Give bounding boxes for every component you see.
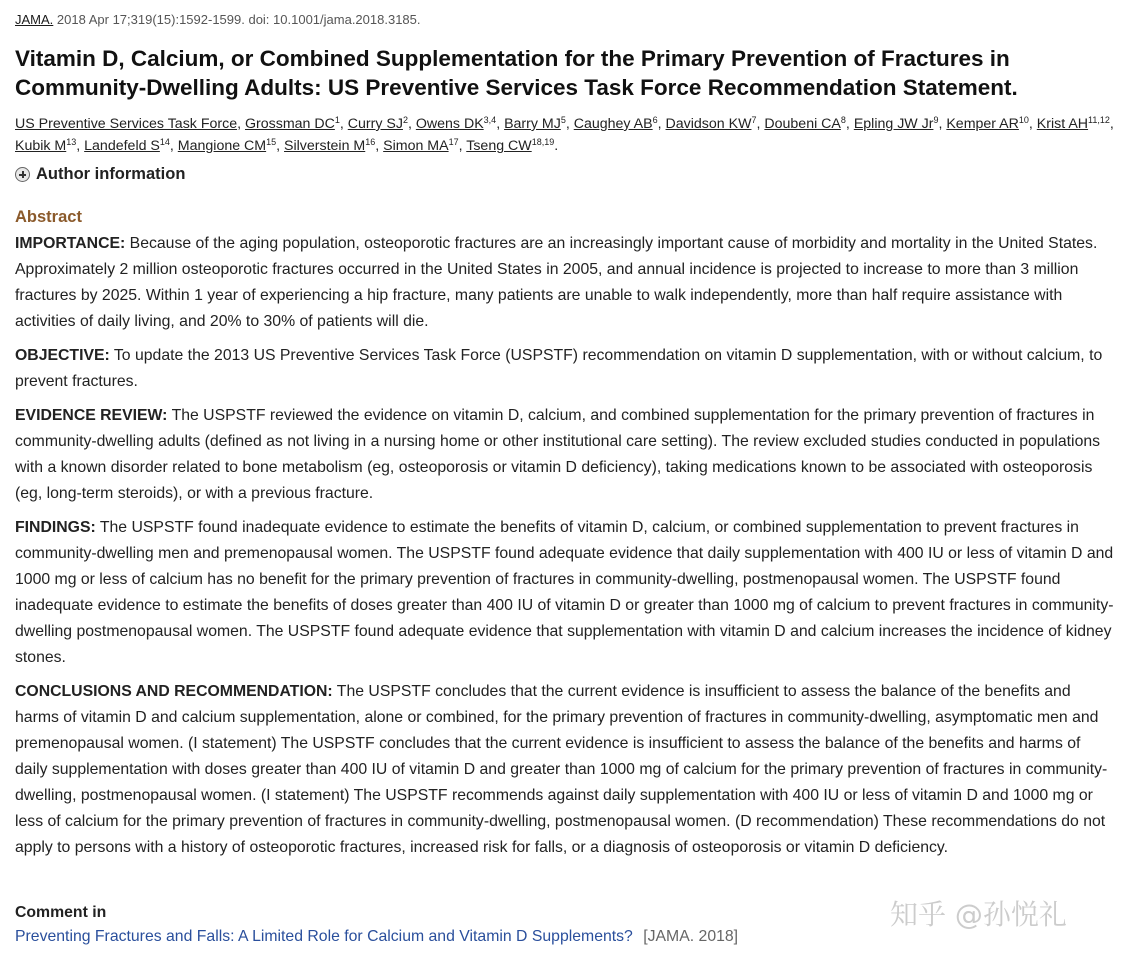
- author-affiliation: 6: [652, 115, 658, 125]
- section-label: EVIDENCE REVIEW:: [15, 407, 168, 424]
- comment-article-link[interactable]: Preventing Fractures and Falls: A Limited Role for Calcium and Vitamin D Supplements?: [15, 928, 633, 945]
- section-text: To update the 2013 US Preventive Services Task Force (USPSTF) recommendation on vitamin D supplementation, with or without calcium, to prevent fractures.: [15, 347, 1103, 390]
- author-information-toggle[interactable]: [15, 165, 185, 184]
- author-link[interactable]: US Preventive Services Task Force: [15, 116, 238, 132]
- author-link[interactable]: Barry MJ: [504, 116, 561, 132]
- author-affiliation: 18,19: [531, 137, 555, 147]
- section-text: The USPSTF found inadequate evidence to estimate the benefits of vitamin D, calcium, or combined supplementation to prevent fractures in community-dwelling men and premenopausal women. The USPSTF found adequate evidence that daily supplementation with 400 IU or less of vitamin D and 1000 mg or less of calcium has no benefit for the primary prevention of fractures in community-dwelling, postmenopausal women. The USPSTF found inadequate evidence to estimate the benefits of doses greater than 400 IU of vitamin D or greater than 1000 mg of calcium to prevent fractures in community-dwelling postmenopausal women. The USPSTF found adequate evidence that supplementation with vitamin D and calcium increases the incidence of kidney stones.: [15, 519, 1114, 666]
- author-link[interactable]: Grossman DC: [244, 116, 335, 132]
- section-text: The USPSTF reviewed the evidence on vitamin D, calcium, and combined supplementation for the primary prevention of fractures in community-dwelling adults (defined as not living in a nursing home or other institutional care setting). The review excluded studies conducted in populations with a known disorder related to bone metabolism (eg, osteoporosis or vitamin D deficiency), taking medications known to be associated with osteoporosis (eg, long-term steroids), or with a previous fracture.: [15, 407, 1101, 502]
- section-label: OBJECTIVE:: [15, 347, 110, 364]
- author-affiliation: 15: [266, 137, 277, 147]
- author-link[interactable]: Mangione CM: [177, 138, 267, 154]
- author-link[interactable]: Landefeld S: [84, 138, 160, 154]
- abstract-section-evidence-review: [15, 403, 1115, 507]
- author-affiliation: 8: [840, 115, 846, 125]
- author-affiliation: 13: [66, 137, 77, 147]
- author-link[interactable]: Curry SJ: [347, 116, 403, 132]
- author-link[interactable]: Owens DK: [415, 116, 484, 132]
- article-title: Vitamin D, Calcium, or Combined Supplementation for the Primary Prevention of Fractures in Community-Dwelling Adults: US Preventive Services Task Force Recommendation Statement.: [15, 46, 1018, 100]
- expand-plus-icon[interactable]: [15, 167, 30, 182]
- author-affiliation: 9: [933, 115, 939, 125]
- author-affiliation: 3,4: [483, 115, 497, 125]
- author-affiliation: 2: [402, 115, 408, 125]
- author-link[interactable]: Doubeni CA: [764, 116, 841, 132]
- watermark: 知乎 @孙悦礼: [890, 898, 1067, 931]
- comment-source: [JAMA. 2018]: [643, 928, 739, 945]
- comment-in-heading: Comment in: [15, 904, 107, 921]
- section-label: IMPORTANCE:: [15, 235, 126, 252]
- abstract-section-objective: [15, 343, 1115, 395]
- author-affiliation: 11,12: [1088, 115, 1110, 125]
- citation: [15, 12, 421, 27]
- author-link[interactable]: Simon MA: [383, 138, 449, 154]
- journal-link[interactable]: JAMA.: [15, 12, 54, 27]
- author-link[interactable]: Kubik M: [15, 138, 67, 154]
- author-link[interactable]: Tseng CW: [466, 138, 532, 154]
- author-affiliation: 1: [334, 115, 340, 125]
- author-link[interactable]: Silverstein M: [284, 138, 366, 154]
- author-affiliation: 10: [1018, 115, 1029, 125]
- author-link[interactable]: Caughey AB: [573, 116, 653, 132]
- author-link[interactable]: Krist AH: [1036, 116, 1089, 132]
- comment-in-entry: [15, 928, 738, 946]
- author-affiliation: 5: [560, 115, 566, 125]
- author-list: US Preventive Services Task Force, Grossman $DC^1$, Curry $SJ^2$, Owens DK$^{3,4}$, Barry $MJ^5$, Caughey $AB^6$, Davidson $KW^7$, Doubeni $CA^8$, Epling JW Jr$^9$, Kemper AR$^{10}$, Krist AH$^{11,12}$, Kubik $M^{13}$, Landefeld $S^{14}$, Mangione CM$^{15}$, Silverstein $M^{16}$, Simon MA$^{17}$, Tseng CW$^{18,19}$.: [15, 115, 1114, 154]
- citation-details: 2018 Apr 17;319(15):1592-1599. doi: 10.1001/jama.2018.3185.: [56, 12, 421, 27]
- author-link[interactable]: Kemper AR: [946, 116, 1019, 132]
- author-affiliation: 17: [448, 137, 459, 147]
- author-link[interactable]: Epling JW Jr: [853, 116, 934, 132]
- author-affiliation: 14: [159, 137, 170, 147]
- abstract-section-importance: [15, 231, 1115, 335]
- author-affiliation: 16: [365, 137, 376, 147]
- section-text: The USPSTF concludes that the current evidence is insufficient to assess the balance of the benefits and harms of vitamin D and calcium supplementation, alone or combined, for the primary prevention of fractures in community-dwelling, asymptomatic men and premenopausal women. (I statement) The USPSTF concludes that the current evidence is insufficient to assess the balance of the benefits and harms of daily supplementation with doses greater than 400 IU of vitamin D and greater than 1000 mg of calcium for the primary prevention of fractures in community-dwelling, postmenopausal women. (I statement) The USPSTF recommends against daily supplementation with 400 IU or less of vitamin D and 1000 mg or less of calcium for the primary prevention of fractures in community-dwelling, postmenopausal women. (D recommendation) These recommendations do not apply to persons with a history of osteoporotic fractures, increased risk for falls, or a diagnosis of osteoporosis or vitamin D deficiency.: [15, 683, 1108, 856]
- abstract-section-findings: [15, 515, 1115, 671]
- abstract-section-conclusions: [15, 679, 1115, 861]
- section-label: FINDINGS:: [15, 519, 96, 536]
- author-information-label: Author information: [36, 165, 186, 183]
- author-affiliation: 7: [751, 115, 757, 125]
- author-link[interactable]: Davidson KW: [665, 116, 752, 132]
- abstract-heading: Abstract: [15, 208, 82, 226]
- section-label: CONCLUSIONS AND RECOMMENDATION:: [15, 683, 333, 700]
- section-text: Because of the aging population, osteoporotic fractures are an increasingly important cause of morbidity and mortality in the United States. Approximately 2 million osteoporotic fractures occurred in the United States in 2005, and annual incidence is projected to increase to more than 3 million fractures by 2025. Within 1 year of experiencing a hip fracture, many patients are unable to walk independently, more than half require assistance with activities of daily living, and 20% to 30% of patients will die.: [15, 235, 1098, 330]
